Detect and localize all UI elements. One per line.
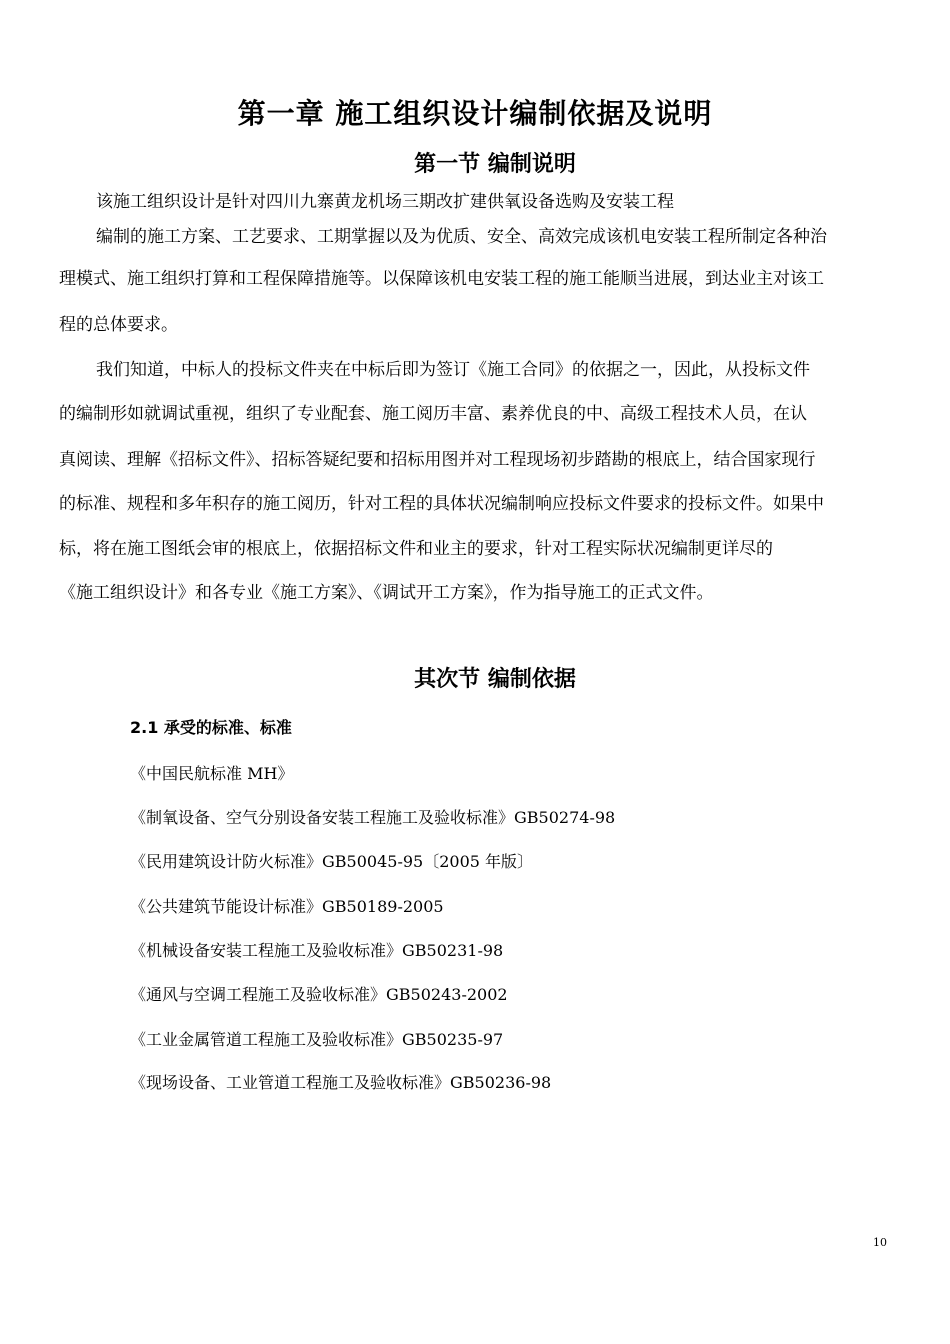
- reference-item: 《通风与空调工程施工及验收标准》GB50243-2002: [130, 985, 508, 1004]
- para2-line-2: 的编制形如就调试重视，组织了专业配套、施工阅历丰富、素养优良的中、高级工程技术人员，在认: [59, 404, 807, 424]
- para2-line-5: 标，将在施工图纸会审的根底上，依据招标文件和业主的要求，针对工程实际状况编制更详尽的: [59, 539, 773, 559]
- section-1-title: 第一节 编制说明: [414, 152, 576, 177]
- page-number: 10: [873, 1236, 887, 1249]
- para2-line-1: 我们知道，中标人的投标文件夹在中标后即为签订《施工合同》的依据之一，因此，从投标文件: [96, 360, 810, 380]
- para1-line-3: 理模式、施工组织打算和工程保障措施等。以保障该机电安装工程的施工能顺当进展，到达业主对该工: [59, 269, 824, 289]
- section-2-title: 其次节 编制依据: [414, 667, 576, 692]
- reference-item: 《工业金属管道工程施工及验收标准》GB50235-97: [130, 1030, 504, 1049]
- subsection-heading: 2.1 承受的标准、标准: [130, 718, 292, 737]
- chapter-title: 第一章 施工组织设计编制依据及说明: [237, 97, 713, 130]
- reference-item: 《现场设备、工业管道工程施工及验收标准》GB50236-98: [130, 1073, 552, 1092]
- reference-item: 《制氧设备、空气分别设备安装工程施工及验收标准》GB50274-98: [130, 808, 616, 827]
- reference-item: 《中国民航标准 MH》: [130, 764, 294, 783]
- para1-line-4: 程的总体要求。: [59, 315, 178, 335]
- para2-line-3: 真阅读、理解《招标文件》、招标答疑纪要和招标用图并对工程现场初步踏勘的根底上，结合国家现行: [59, 450, 816, 470]
- para1-line-1: 该施工组织设计是针对四川九寨黄龙机场三期改扩建供氧设备选购及安装工程: [96, 192, 674, 212]
- para2-line-4: 的标准、规程和多年积存的施工阅历，针对工程的具体状况编制响应投标文件要求的投标文件。如果中: [59, 494, 824, 514]
- reference-item: 《民用建筑设计防火标准》GB50045-95〔2005 年版〕: [130, 852, 534, 871]
- para2-line-6: 《施工组织设计》和各专业《施工方案》、《调试开工方案》，作为指导施工的正式文件。: [59, 583, 714, 603]
- reference-item: 《公共建筑节能设计标准》GB50189-2005: [130, 897, 444, 916]
- reference-item: 《机械设备安装工程施工及验收标准》GB50231-98: [130, 941, 504, 960]
- para1-line-2: 编制的施工方案、工艺要求、工期掌握以及为优质、安全、高效完成该机电安装工程所制定各种治: [96, 227, 827, 247]
